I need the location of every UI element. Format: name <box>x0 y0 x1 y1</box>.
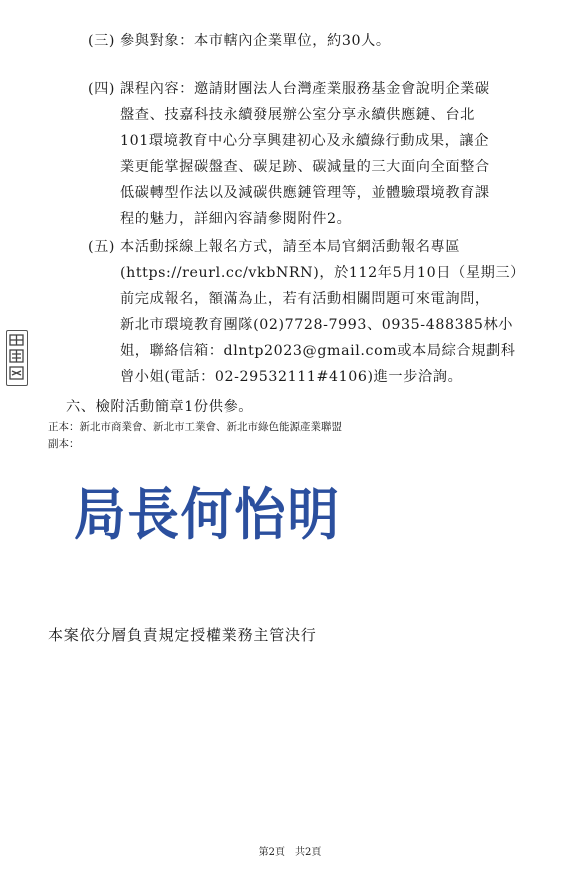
item-4-line: 課程內容：邀請財團法人台灣產業服務基金會說明企業碳 <box>120 81 490 97</box>
delegation-note: 本案依分層負責規定授權業務主管決行 <box>48 626 317 644</box>
item-4-number: (四) <box>88 81 116 97</box>
item-4-line: 程的魅力，詳細內容請參閱附件2。 <box>120 211 352 227</box>
signature-text: 局長何怡明 <box>74 483 341 548</box>
item-6-text: 六、檢附活動簡章1份供參。 <box>66 399 254 415</box>
item-5-line: 曾小姐(電話：02-29532111#4106)進一步洽詢。 <box>120 369 463 385</box>
cc-main: 正本：新北市商業會、新北市工業會、新北市綠色能源產業聯盟 <box>48 421 342 433</box>
cc-copy: 副本： <box>48 438 80 450</box>
item-5-line: 新北市環境教育團隊(02)7728-7993、0935-488385林小 <box>120 317 514 333</box>
item-5-line: 本活動採線上報名方式，請至本局官網活動報名專區 <box>120 239 461 255</box>
director-signature-stamp <box>74 478 394 554</box>
official-seal-icon <box>6 330 28 386</box>
item-5-line: 前完成報名，額滿為止，若有活動相關問題可來電詢問， <box>120 291 490 307</box>
item-4-line: 101環境教育中心分享興建初心及永續綠行動成果，讓企 <box>120 133 489 149</box>
item-5-number: (五) <box>88 239 116 255</box>
item-3-line: 參與對象：本市轄內企業單位，約30人。 <box>120 33 391 49</box>
page-number: 第2頁 共2頁 <box>258 847 322 858</box>
item-5-line: (https://reurl.cc/vkbNRN)，於112年5月10日（星期三） <box>120 265 525 281</box>
item-5-line: 姐，聯絡信箱：dlntp2023@gmail.com或本局綜合規劃科 <box>120 343 516 359</box>
item-4-line: 低碳轉型作法以及減碳供應鏈管理等，並體驗環境教育課 <box>120 185 490 201</box>
item-3-number: (三) <box>88 33 116 49</box>
item-4-line: 業更能掌握碳盤查、碳足跡、碳減量的三大面向全面整合 <box>120 159 490 175</box>
item-4-line: 盤查、技嘉科技永續發展辦公室分享永續供應鏈、台北 <box>120 107 475 123</box>
